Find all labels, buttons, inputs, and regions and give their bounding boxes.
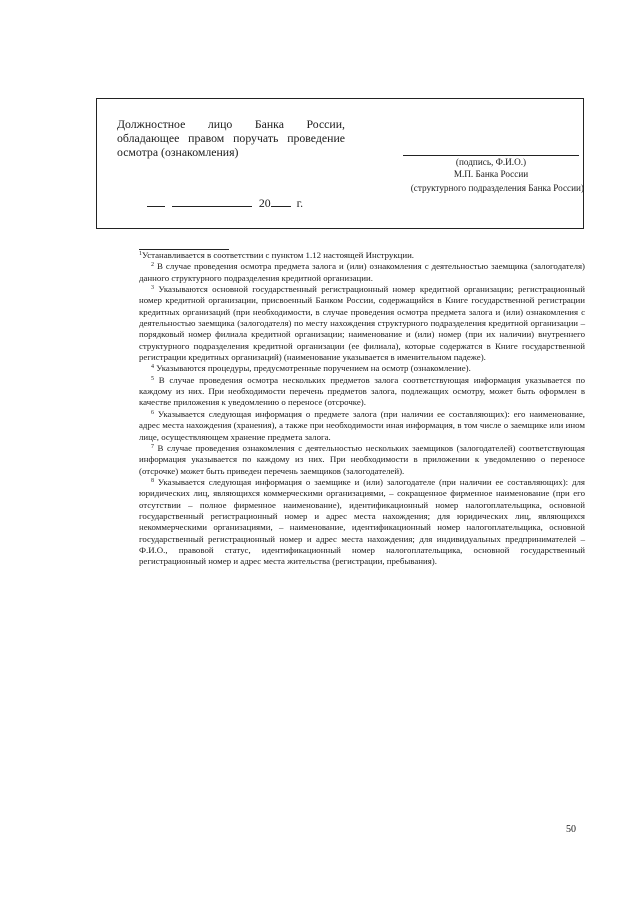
page-number: 50 — [566, 824, 576, 835]
signature-line — [403, 155, 579, 156]
footnote-number: 4 — [151, 364, 154, 371]
official-title-line: обладающее правом поручать проведение — [117, 131, 345, 145]
signature-block — [96, 98, 584, 229]
footnote-text: Указываются процедуры, предусмотренные поручением на осмотр (ознакомление). — [156, 363, 471, 374]
signature-caption: (подпись, Ф.И.О.) — [455, 157, 527, 167]
official-title-line: Должностное лицо Банка России, — [117, 117, 345, 131]
footnote — [139, 409, 585, 443]
footnote-number: 7 — [151, 443, 154, 450]
official-title — [117, 117, 345, 159]
subdivision-caption: (структурного подразделения Банка России) — [410, 183, 584, 193]
footnote-text: В случае проведения осмотра нескольких предметов залога соответствующая информация указывается по каждому из них. При необходимости перечень предметов залога, подлежащих осмотру, может быть оформлен в качестве приложения к уведомлению о переносе (отсрочке). — [139, 374, 585, 408]
footnote-text: Указывается следующая информация о заемщике и (или) залогодателе (при наличии ее составляющих): для юридических лиц, являющихся коммерческими организациями, – сокращенное фирменное наименование (при его отсутствии – полное фирменное наименование), идентификационный номер налогоплательщика, основной государственный регистрационный номер и адрес места нахождения; для юридических лиц, являющихся некоммерческими организациями, – наименование, идентификационный номер налогоплательщика, основной государственный регистрационный номер и адрес места нахождения; для индивидуальных предпринимателей – Ф.И.О., правовой статус, идентификационный номер налогоплательщика, основной государственный регистрационный номер и адрес места жительства (регистрации, пребывания). — [139, 476, 585, 567]
footnote — [139, 363, 585, 374]
footnote-text: Устанавливается в соответствии с пунктом 1.12 настоящей Инструкции. — [142, 250, 415, 260]
footnote-number: 2 — [151, 262, 154, 269]
footnote — [139, 261, 585, 284]
stamp-label: М.П. Банка России — [453, 169, 529, 179]
footnote-text: В случае проведения осмотра предмета залога и (или) ознакомления с деятельностью заемщика (залогодателя) данного структурного подразделения кредитной организации. — [139, 261, 585, 283]
footnote — [139, 375, 585, 409]
footnote-text: Указывается следующая информация о предмете залога (при наличии ее составляющих): его наименование, адрес места нахождения (хранения), а также при необходимости иная информация, в том числе о заемщике или ином лице, осуществляющем хранение предмета залога. — [139, 408, 585, 442]
year-prefix: 20 — [258, 196, 271, 210]
official-title-line: осмотра (ознакомления) — [117, 145, 239, 159]
footnote-text: В случае проведения ознакомления с деятельностью нескольких заемщиков (залогодателей) соответствующая информация указывается по каждому из них. При необходимости в приложении к уведомлению о переносе (отсрочке) может быть приведен перечень заемщиков (залогодателей). — [139, 442, 585, 476]
footnote — [139, 477, 585, 568]
date-line — [147, 195, 303, 210]
footnote-number: 6 — [151, 409, 154, 416]
year-blank — [271, 195, 291, 207]
month-blank — [172, 195, 252, 207]
footnote-number: 8 — [151, 477, 154, 484]
footnote-number: 3 — [151, 285, 154, 292]
footnote — [139, 284, 585, 363]
footnotes — [139, 250, 585, 568]
year-suffix: г. — [296, 196, 304, 210]
footnote-number: 5 — [151, 375, 154, 382]
day-blank — [147, 195, 165, 207]
footnote — [139, 250, 585, 261]
footnote-text: Указываются основной государственный регистрационный номер кредитной организации; регистрационный номер кредитной организации, присвоенный Банком России, содержащийся в Книге государственной регистрации кредитных организаций (при необходимости, в случае проведения осмотра предмета залога и (или) ознакомления с деятельностью заемщика (залогодателя) по месту нахождения структурного подразделения кредитной организации – порядковый номер филиала кредитной организации; наименование и (или) номер (при их наличии) внутреннего структурного подразделения кредитной организации (ее филиала), которые содержатся в Книге государственной регистрации кредитных организаций) (наименование указывается в именительном падеже). — [139, 284, 585, 363]
footnote-number: 1 — [139, 251, 142, 257]
footnote — [139, 443, 585, 477]
